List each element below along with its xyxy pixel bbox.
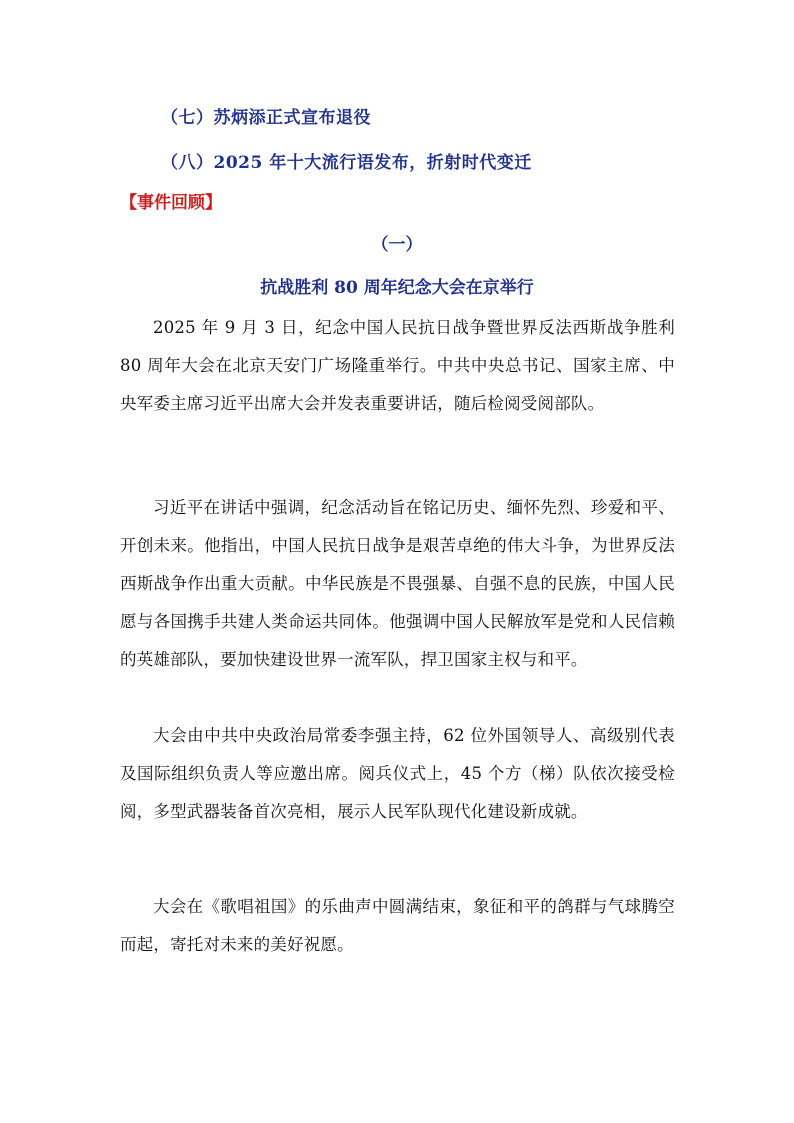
toc-item-7: （七）苏炳添正式宣布退役 xyxy=(161,108,371,128)
article-paragraph-3: 大会由中共中央政治局常委李强主持，62 位外国领导人、高级别代表及国际组织负责人等应邀出席。阅兵仪式上，45 个方（梯）队依次接受检阅，多型武器装备首次亮相，展示人民军队现代化建设新成就。 xyxy=(120,726,675,821)
article-paragraph-4: 大会在《歌唱祖国》的乐曲声中圆满结束，象征和平的鸽群与气球腾空而起，寄托对未来的美好祝愿。 xyxy=(120,897,675,954)
article-title: 抗战胜利 80 周年纪念大会在京举行 xyxy=(260,278,534,298)
section-label-event-review: 【事件回顾】 xyxy=(120,193,222,213)
article-number-heading: （一） xyxy=(371,235,423,255)
article-paragraph-1: 2025 年 9 月 3 日，纪念中国人民抗日战争暨世界反法西斯战争胜利 80 周年大会在北京天安门广场隆重举行。中共中央总书记、国家主席、中央军委主席习近平出席大会并发表重要讲话，随后检阅受阅部队。 xyxy=(120,318,675,413)
article-paragraph-2: 习近平在讲话中强调，纪念活动旨在铭记历史、缅怀先烈、珍爱和平、开创未来。他指出，中国人民抗日战争是艰苦卓绝的伟大斗争，为世界反法西斯战争作出重大贡献。中华民族是不畏强暴、自强不息的民族，中国人民愿与各国携手共建人类命运共同体。他强调中国人民解放军是党和人民信赖的英雄部队，要加快建设世界一流军队，捍卫国家主权与和平。 xyxy=(120,498,675,669)
toc-item-8: （八）2025 年十大流行语发布，折射时代变迁 xyxy=(161,153,532,173)
